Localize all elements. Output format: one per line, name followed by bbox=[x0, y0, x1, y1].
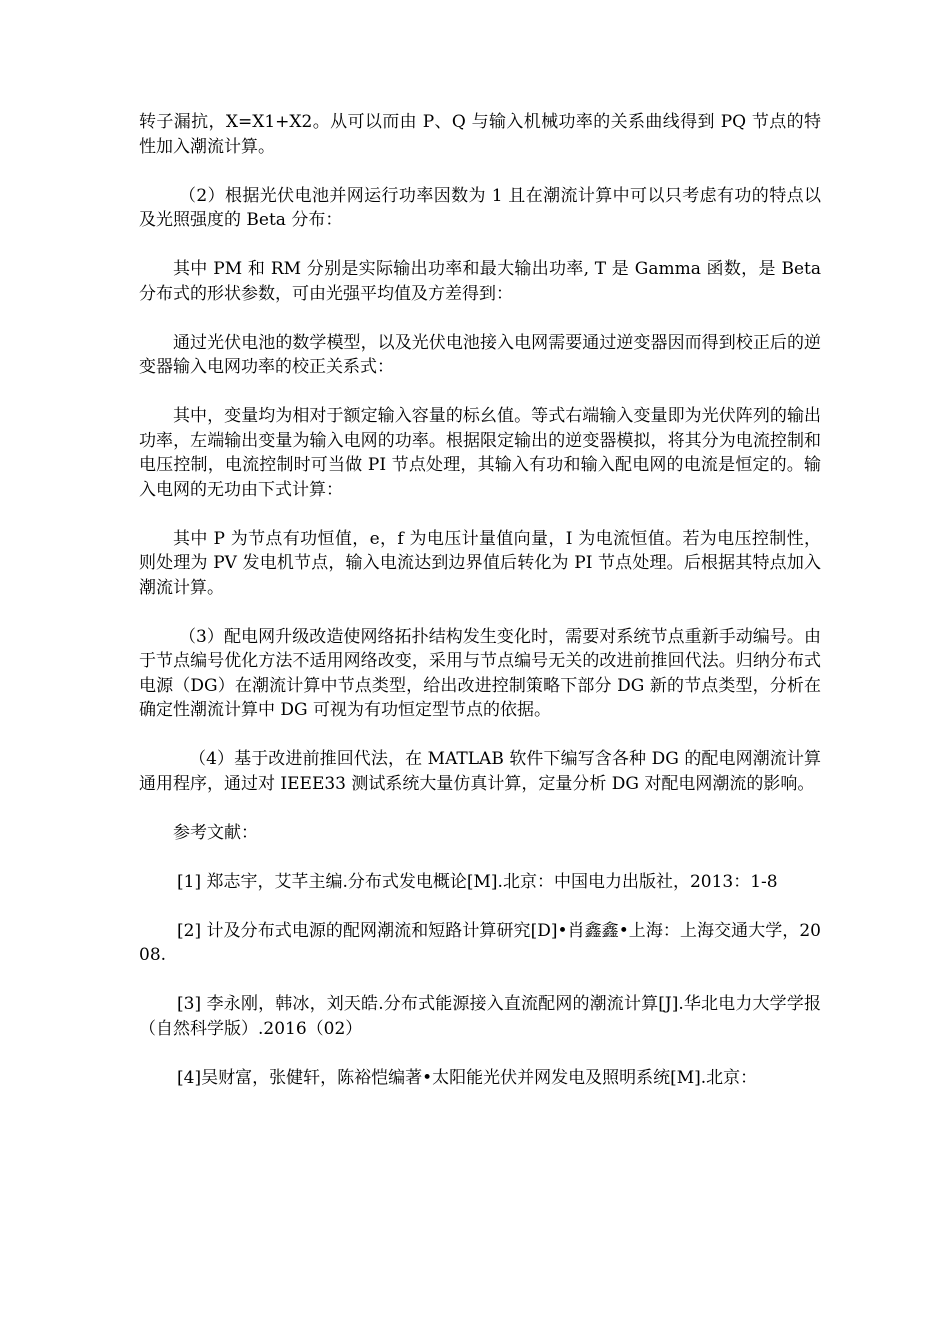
reference-item: [2] 计及分布式电源的配网潮流和短路计算研究[D]•肖鑫鑫•上海：上海交通大学，2008. bbox=[139, 920, 821, 965]
paragraph-matlab: （4）基于改进前推回代法，在 MATLAB 软件下编写含各种 DG 的配电网潮流计算通用程序，通过对 IEEE33 测试系统大量仿真计算，定量分析 DG 对配电网潮流的影响。 bbox=[139, 749, 821, 794]
reference-item: [4]吴财富，张健轩，陈裕恺编著•太阳能光伏并网发电及照明系统[M].北京： bbox=[177, 1067, 758, 1088]
paragraph-per-unit: 其中，变量均为相对于额定输入容量的标幺值。等式右端输入变量即为光伏阵列的输出功率，左端输出变量为输入电网的功率。根据限定输出的逆变器模拟，将其分为电流控制和电压控制，电流控制时可当做 PI 节点处理，其输入有功和输入配电网的电流是恒定的。输入电网的无功由下式计算： bbox=[139, 406, 821, 500]
references-heading: 参考文献： bbox=[173, 822, 258, 843]
reference-item: [3] 李永刚，韩冰，刘天皓.分布式能源接入直流配网的潮流计算[J].华北电力大学学报（自然科学版）.2016（02） bbox=[139, 994, 821, 1039]
paragraph-pv-node: 其中 P 为节点有功恒值，e，f 为电压计量值向量，I 为电流恒值。若为电压控制性，则处理为 PV 发电机节点，输入电流达到边界值后转化为 PI 节点处理。后根据其特点加入潮流计算。 bbox=[139, 528, 821, 598]
paragraph-topology: （3）配电网升级改造使网络拓扑结构发生变化时，需要对系统节点重新手动编号。由于节点编号优化方法不适用网络改变，采用与节点编号无关的改进前推回代法。归纳分布式电源（DG）在潮流计算中节点类型，给出改进控制策略下部分 DG 新的节点类型，分析在确定性潮流计算中 DG 可视为有功恒定型节点的依据。 bbox=[139, 626, 821, 720]
paragraph-pm-rm: 其中 PM 和 RM 分别是实际输出功率和最大输出功率, T 是 Gamma 函数，是 Beta 分布式的形状参数，可由光强平均值及方差得到： bbox=[139, 259, 821, 304]
document-body bbox=[139, 110, 821, 1090]
reference-item: [1] 郑志宇，艾芊主编.分布式发电概论[M].北京：中国电力出版社，2013：1-8 bbox=[177, 871, 778, 892]
paragraph-pq-node: 转子漏抗，X=X1+X2。从可以而由 P、Q 与输入机械功率的关系曲线得到 PQ 节点的特性加入潮流计算。 bbox=[139, 112, 821, 157]
paragraph-inverter-model: 通过光伏电池的数学模型，以及光伏电池接入电网需要通过逆变器因而得到校正后的逆变器输入电网功率的校正关系式： bbox=[139, 332, 821, 377]
paragraph-pv-beta: （2）根据光伏电池并网运行功率因数为 1 且在潮流计算中可以只考虑有功的特点以及光照强度的 Beta 分布： bbox=[139, 185, 821, 230]
